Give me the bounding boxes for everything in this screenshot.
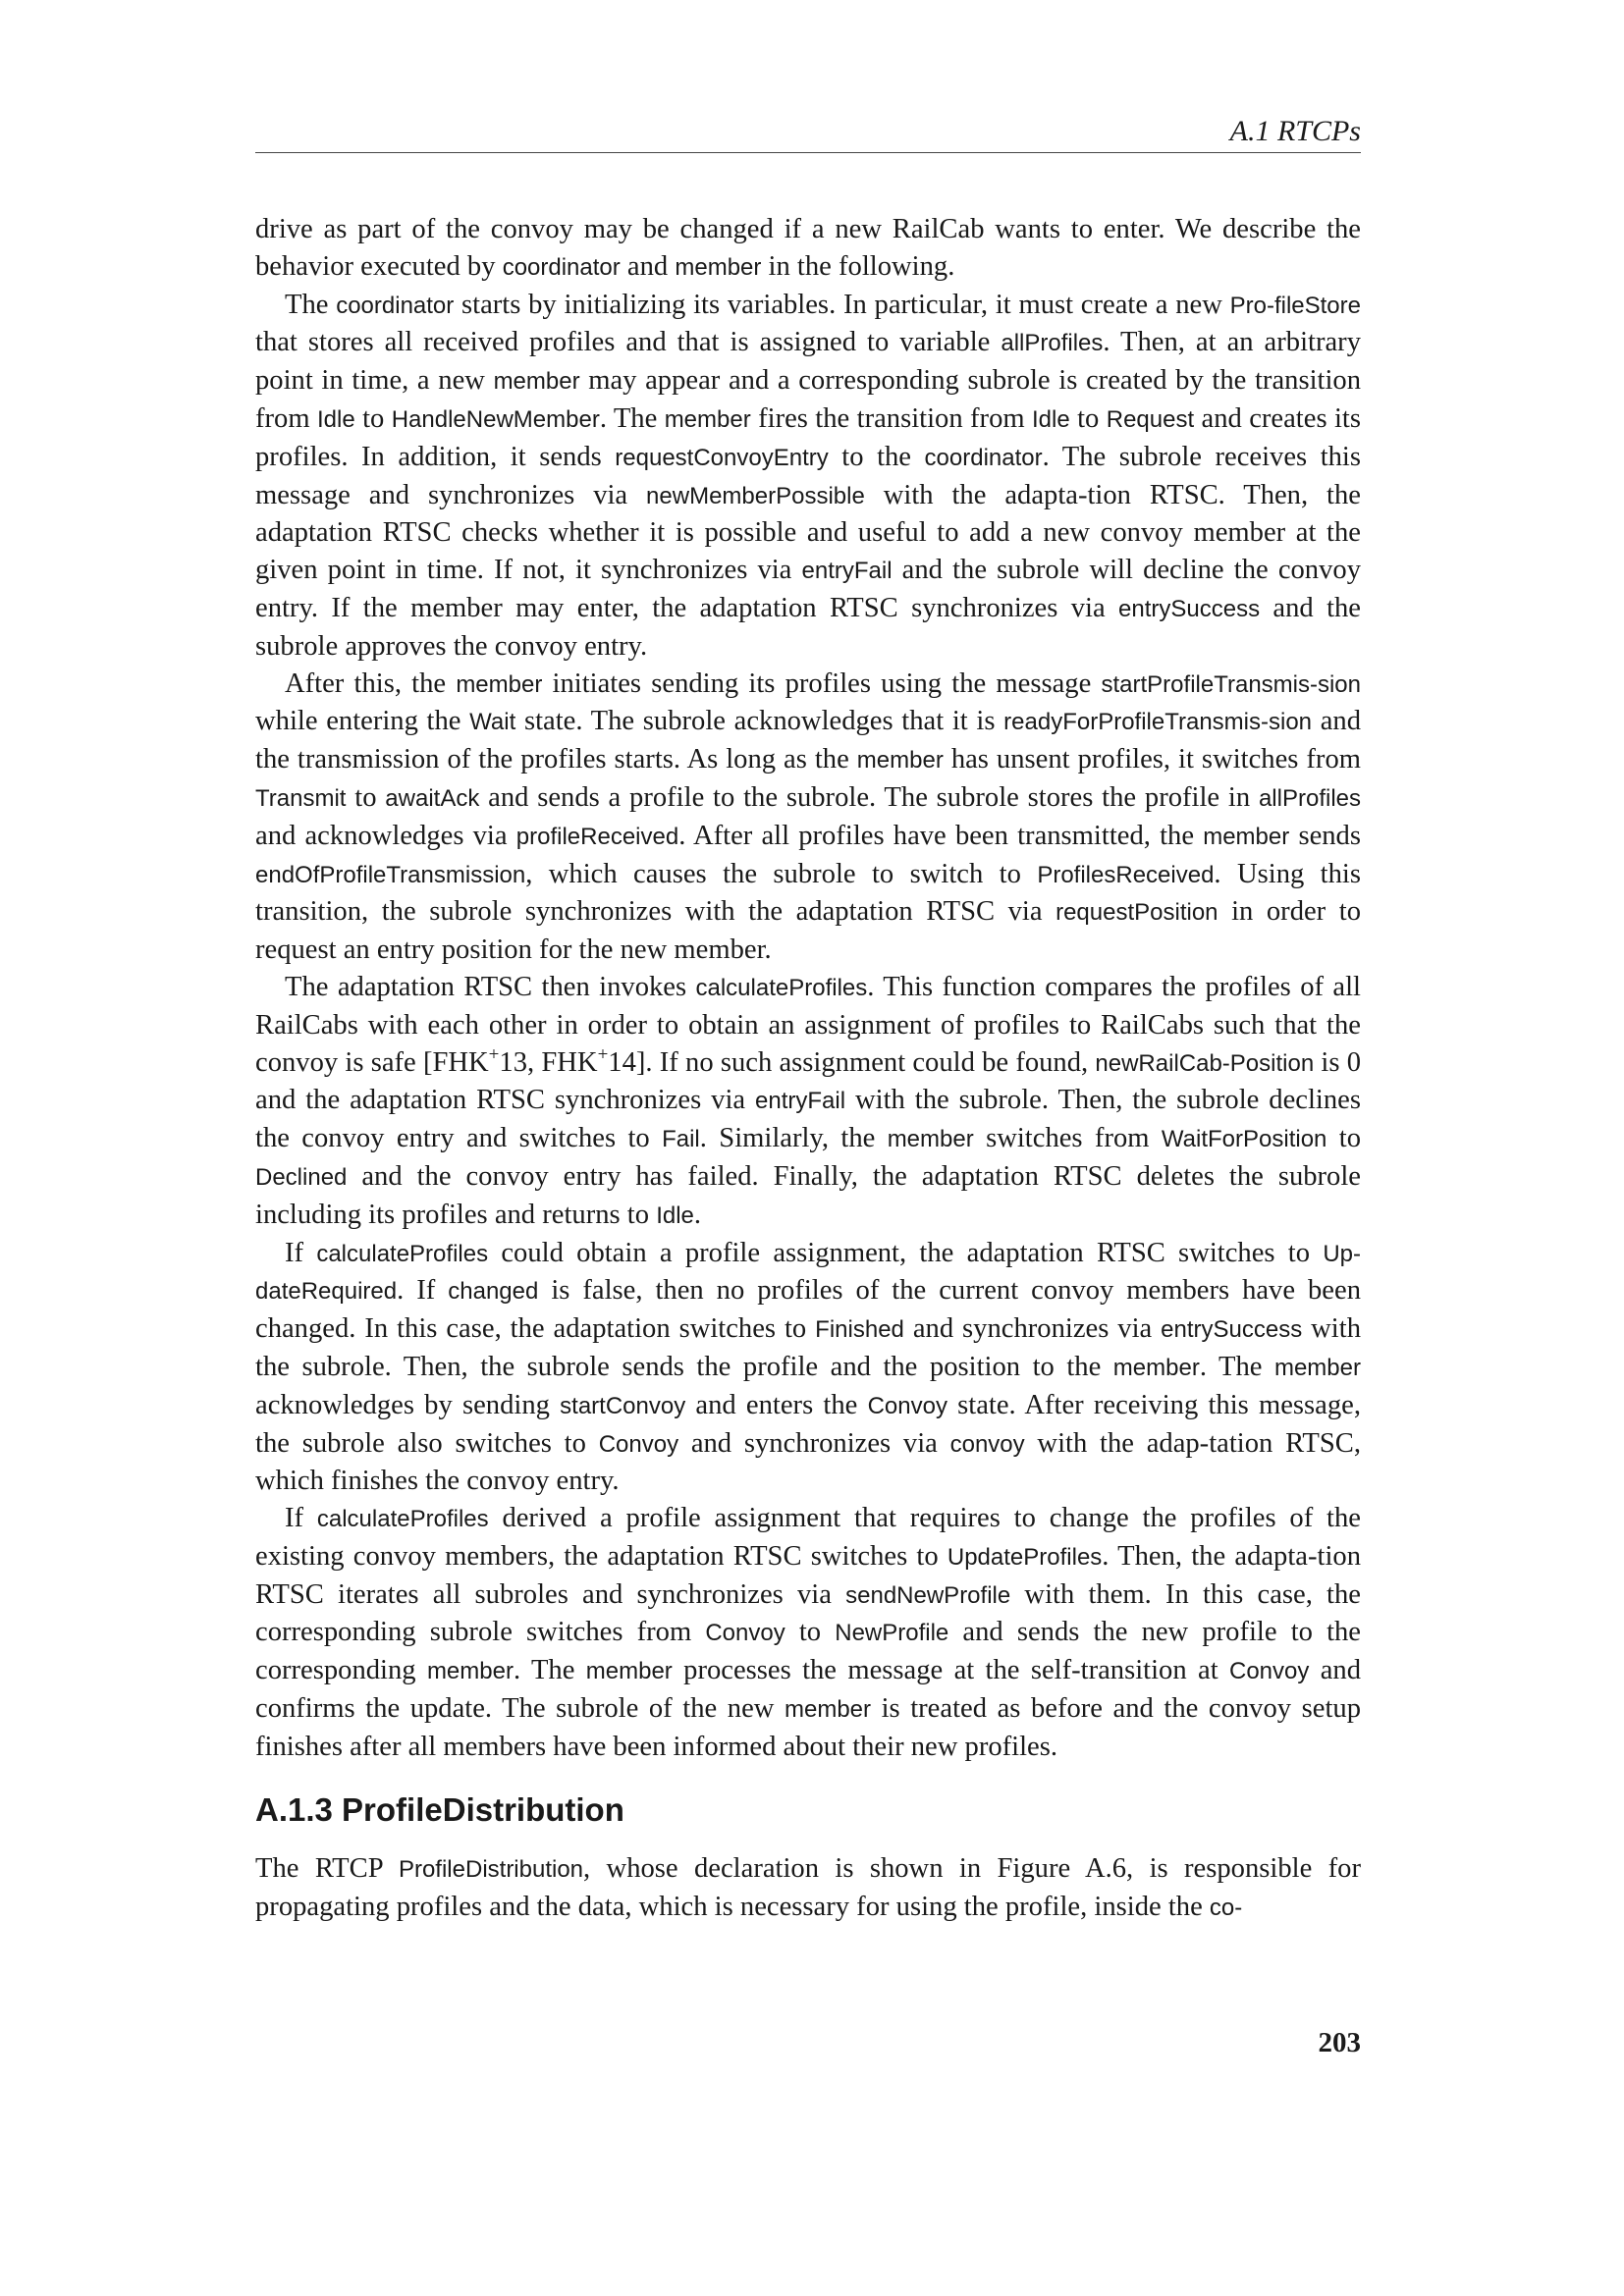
paragraph-2: The coordinator starts by initializing its variables. In particular, it must create a new Pro-fileStore that stores all received profiles and that is assigned to variable allProfiles. Then, at an arbitrary point in time, a new member may appear and a corresponding subrole is created by the transition from Idle to HandleNewMember. The member fires the transition from Idle to Request and creates its profiles. In addition, it sends requestConvoyEntry to the coordinator. The subrole receives this message and synchronizes via newMemberPossible with the adapta-tion RTSC. Then, the adaptation RTSC checks whether it is possible and useful to add a new convoy member at the given point in time. If not, it synchronizes via entryFail and the subrole will decline the convoy entry. If the member may enter, the adaptation RTSC synchronizes via entrySuccess and the subrole approves the convoy entry. [255,289,1362,662]
paragraph-5: If calculateProfiles could obtain a profile assignment, the adaptation RTSC switches to Up-dateRequired. If changed is false, then no profiles of the current convoy members have been changed. In this case, the adaptation switches to Finished and synchronizes via entrySuccess with the subrole. Then, the subrole sends the profile and the position to the member. The member acknowledges by sending startConvoy and enters the Convoy state. After receiving this message, the subrole also switches to Convoy and synchronizes via convoy with the adap-tation RTSC, which finishes the convoy entry. [255,1237,1362,1497]
paragraph-1: drive as part of the convoy may be changed if a new RailCab wants to enter. We describe the behavior executed by coordinator and member in the following. [255,214,1361,282]
page-number: 203 [1318,2027,1361,2058]
paragraph-3: After this, the member initiates sending its profiles using the message startProfileTransmis-sion while entering the Wait state. The subrole acknowledges that it is readyForProfileTransmis-sion and the transmission of the profiles starts. As long as the member has unsent profiles, it switches from Transmit to awaitAck and sends a profile to the subrole. The subrole stores the profile in allProfiles and acknowledges via profileReceived. After all profiles have been transmitted, the member sends endOfProfileTransmission, which causes the subrole to switch to ProfilesReceived. Using this transition, the subrole synchronizes with the adaptation RTSC via requestPosition in order to request an entry position for the new member. [255,667,1362,966]
section-body-text [255,1850,1361,1927]
header-rule [255,152,1361,153]
running-header: A.1 RTCPs [1229,115,1361,147]
section-paragraph-1: The RTCP ProfileDistribution, whose declaration is shown in Figure A.6, is responsible for propagating profiles and the data, which is necessary for using the profile, inside the co- [255,1853,1361,1922]
body-text [255,211,1361,1766]
section-heading: A.1.3 ProfileDistribution [255,1791,624,1828]
paragraph-4: The adaptation RTSC then invokes calculateProfiles. This function compares the profiles of all RailCabs with each other in order to obtain an assignment of profiles to RailCabs such that the convoy is safe [FHK+13, FHK+14]. If no such assignment could be found, newRailCab-Position is 0 and the adaptation RTSC synchronizes via entryFail with the subrole. Then, the subrole declines the convoy entry and switches to Fail. Similarly, the member switches from WaitForPosition to Declined and the convoy entry has failed. Finally, the adaptation RTSC deletes the subrole including its profiles and returns to Idle. [255,971,1362,1230]
paragraph-6: If calculateProfiles derived a profile assignment that requires to change the profiles of the existing convoy members, the adaptation RTSC switches to UpdateProfiles. Then, the adapta-tion RTSC iterates all subroles and synchronizes via sendNewProfile with them. In this case, the corresponding subrole switches from Convoy to NewProfile and sends the new profile to the corresponding member. The member processes the message at the self-transition at Convoy and confirms the update. The subrole of the new member is treated as before and the convoy setup finishes after all members have been informed about their new profiles. [255,1503,1362,1762]
